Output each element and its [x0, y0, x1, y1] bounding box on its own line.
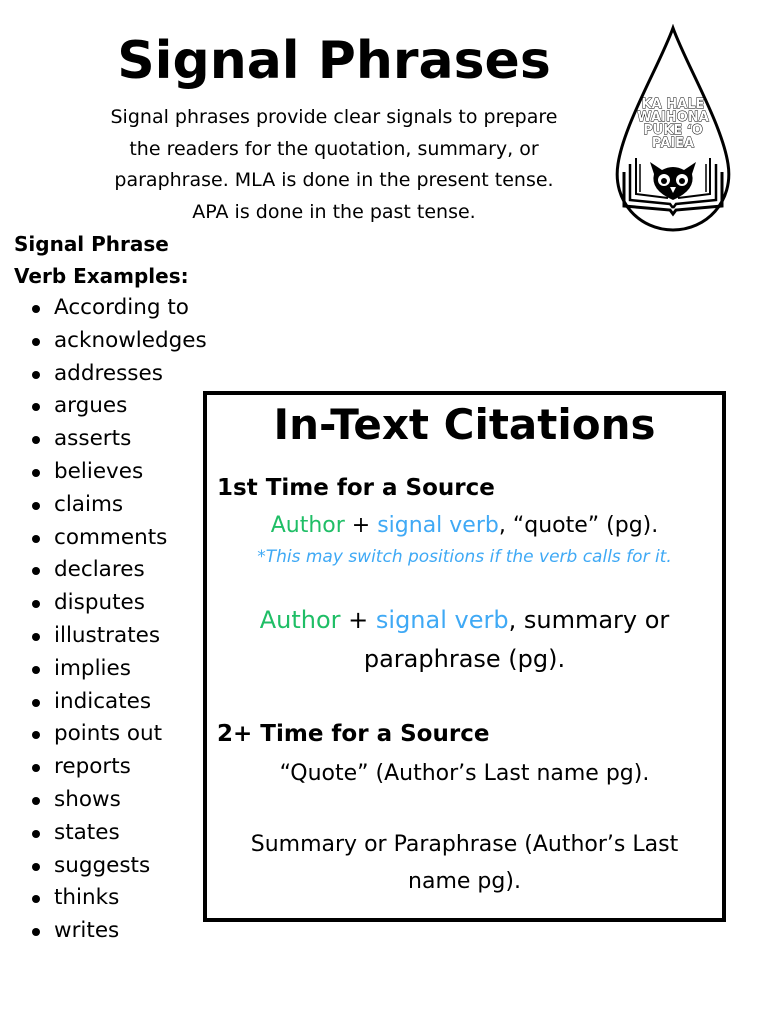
- library-logo: [610, 24, 736, 236]
- list-item: states: [30, 817, 207, 850]
- quote-rest: , “quote” (pg).: [498, 513, 659, 538]
- verb-examples-heading: [14, 228, 189, 292]
- plus-sign: +: [344, 513, 378, 538]
- signal-verb-term: signal verb: [377, 513, 499, 538]
- list-item: indicates: [30, 686, 207, 719]
- intro-line: APA is done in the past tense.: [192, 200, 476, 223]
- list-item: asserts: [30, 423, 207, 456]
- heading-line: Signal Phrase: [14, 232, 169, 256]
- list-item: points out: [30, 718, 207, 751]
- list-item: believes: [30, 456, 207, 489]
- list-item: According to: [30, 292, 207, 325]
- second-time-heading: 2+ Time for a Source: [217, 721, 490, 747]
- intro-paragraph: [66, 102, 602, 228]
- list-item: disputes: [30, 587, 207, 620]
- plus-sign: +: [340, 606, 376, 634]
- logo-text-line: PAIEA: [651, 136, 695, 151]
- first-quote-formula: [207, 511, 722, 541]
- logo-text-line: KA HALE: [641, 97, 705, 112]
- second-summary-line1: Summary or Paraphrase (Author’s Last: [250, 832, 679, 857]
- list-item: declares: [30, 554, 207, 587]
- list-item: implies: [30, 653, 207, 686]
- author-term: Author: [259, 606, 341, 634]
- list-item: suggests: [30, 850, 207, 883]
- logo-text-line: WAIHONA: [637, 110, 709, 125]
- second-summary-line2: name pg).: [408, 869, 521, 894]
- list-item: comments: [30, 522, 207, 555]
- second-quote-formula: “Quote” (Author’s Last name pg).: [279, 761, 650, 786]
- signal-verb-term: signal verb: [375, 606, 509, 634]
- list-item: shows: [30, 784, 207, 817]
- intro-line: paraphrase. MLA is done in the present tense.: [114, 169, 554, 191]
- heading-line: Verb Examples:: [14, 264, 189, 288]
- list-item: illustrates: [30, 620, 207, 653]
- list-item: writes: [30, 915, 207, 948]
- intro-line: the readers for the quotation, summary, or: [129, 137, 539, 160]
- summary-rest: , summary or: [508, 606, 670, 634]
- first-summary-line2: paraphrase (pg).: [363, 645, 566, 673]
- list-item: claims: [30, 489, 207, 522]
- page-title: Signal Phrases: [117, 31, 551, 91]
- logo-text-line: PUKE ʻO: [643, 123, 703, 138]
- list-item: argues: [30, 390, 207, 423]
- list-item: thinks: [30, 882, 207, 915]
- first-time-heading: 1st Time for a Source: [217, 475, 495, 501]
- list-item: reports: [30, 751, 207, 784]
- in-text-citations-box: [203, 391, 726, 922]
- box-title: In-Text Citations: [273, 400, 656, 449]
- author-term: Author: [270, 513, 345, 538]
- first-summary-formula: [207, 601, 722, 639]
- intro-line: Signal phrases provide clear signals to prepare: [110, 106, 558, 128]
- switch-note: *This may switch positions if the verb calls for it.: [257, 547, 672, 567]
- list-item: addresses: [30, 358, 207, 391]
- verb-examples-list: [30, 292, 207, 948]
- list-item: acknowledges: [30, 325, 207, 358]
